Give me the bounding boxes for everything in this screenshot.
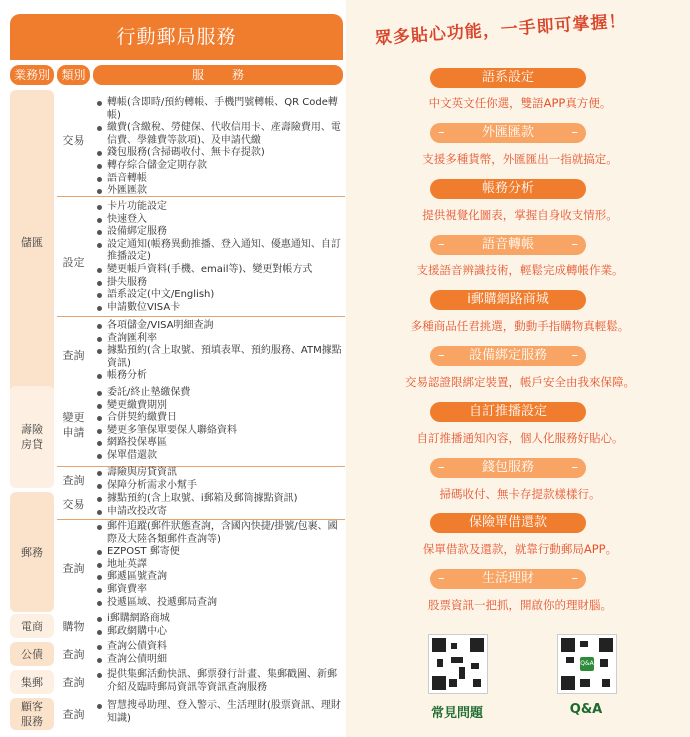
service-list bbox=[95, 493, 345, 518]
service-list bbox=[95, 613, 345, 638]
list-item: 投遞區域、投遞郵局查詢 bbox=[95, 597, 345, 610]
type-label: 設定 bbox=[62, 255, 85, 269]
type-label: 查詢 bbox=[62, 675, 85, 689]
list-item: 繳費(含繳稅、勞健保、代收信用卡、產壽險費用、電信費、學雜費等款項)、及申請代繳 bbox=[95, 122, 345, 147]
category-postal: 郵務 bbox=[10, 492, 54, 612]
category-customer-service: 顧客服務 bbox=[10, 698, 54, 730]
list-item: 帳務分析 bbox=[95, 370, 345, 383]
service-list bbox=[95, 320, 345, 383]
list-item: 查詢公債資料 bbox=[95, 641, 345, 654]
list-item: 郵政網購中心 bbox=[95, 626, 345, 639]
feature-desc: 支援語音辨識技術，輕鬆完成轉帳作業。 bbox=[416, 263, 624, 277]
list-item: 申請數位VISA卡 bbox=[95, 302, 345, 315]
feature-badge: – 外匯匯款 – bbox=[430, 123, 586, 143]
feature-badge: – 生活理財 – bbox=[430, 569, 586, 589]
feature-desc: 交易認證限綁定裝置，帳戶安全由我來保障。 bbox=[405, 375, 635, 389]
feature-desc: 多種商品任君挑選，動動手指購物真輕鬆。 bbox=[410, 319, 630, 333]
list-item: EZPOST 郵寄便 bbox=[95, 546, 345, 559]
list-item: 錢包服務(含掃碼收付、無卡存提款) bbox=[95, 147, 345, 160]
list-item: 據點預約(含上取號、i郵箱及郵筒據點資訊) bbox=[95, 493, 345, 506]
type-label: 交易 bbox=[62, 497, 85, 511]
service-list bbox=[95, 669, 345, 694]
service-list bbox=[95, 521, 345, 609]
list-item: 查詢公債明細 bbox=[95, 654, 345, 667]
row-divider bbox=[57, 316, 345, 317]
category-philately: 集郵 bbox=[10, 670, 54, 694]
list-item: 變更多筆保單要保人聯絡資料 bbox=[95, 425, 345, 438]
category-insurance: 壽險房貸 bbox=[10, 386, 54, 488]
list-item: 轉存綜合儲金定期存款 bbox=[95, 160, 345, 173]
list-item: 語系設定(中文/English) bbox=[95, 289, 345, 302]
list-item: 變更帳戶資料(手機、email等)、變更對帳方式 bbox=[95, 264, 345, 277]
list-item: 地址英譯 bbox=[95, 559, 345, 572]
type-label: 查詢 bbox=[62, 647, 85, 661]
list-item: 轉帳(含即時/預約轉帳、手機門號轉帳、QR Code轉帳) bbox=[95, 97, 345, 122]
list-item: 委託/終止墊繳保費 bbox=[95, 387, 345, 400]
list-item: 郵遞區號查詢 bbox=[95, 571, 345, 584]
list-item: 變更繳費期別 bbox=[95, 400, 345, 413]
list-item: i郵購網路商城 bbox=[95, 613, 345, 626]
faq-label: 常見問題 bbox=[430, 706, 483, 721]
type-label: 變更申請 bbox=[62, 411, 85, 439]
feature-desc: 掃碼收付、無卡存提款樣樣行。 bbox=[439, 487, 601, 501]
qa-qr-code[interactable] bbox=[557, 634, 617, 694]
list-item: 保障分析需求小幫手 bbox=[95, 480, 345, 493]
service-list bbox=[95, 467, 345, 492]
qa-label: Q&A bbox=[569, 702, 603, 717]
feature-badge: – 設備綁定服務 – bbox=[430, 346, 586, 366]
list-item: 語音轉帳 bbox=[95, 173, 345, 186]
service-list bbox=[95, 97, 345, 198]
qa-badge-icon: Q&A bbox=[580, 657, 594, 671]
list-item: 設備綁定服務 bbox=[95, 226, 345, 239]
service-list bbox=[95, 700, 345, 725]
header-type: 類別 bbox=[57, 65, 90, 85]
category-savings: 儲匯 bbox=[10, 90, 54, 394]
header-category: 業務別 bbox=[10, 65, 54, 85]
list-item: 郵資費率 bbox=[95, 584, 345, 597]
service-table bbox=[10, 14, 343, 728]
feature-badge: – 錢包服務 – bbox=[430, 458, 586, 478]
feature-badge: 自訂推播設定 bbox=[430, 402, 586, 422]
list-item: 各項儲金/VISA明細查詢 bbox=[95, 320, 345, 333]
list-item: 壽險與房貸資訊 bbox=[95, 467, 345, 480]
feature-desc: 支援多種貨幣，外匯匯出一指就搞定。 bbox=[422, 152, 618, 166]
feature-desc: 自訂推播通知內容，個人化服務好貼心。 bbox=[416, 431, 624, 445]
faq-qr-code[interactable] bbox=[428, 634, 488, 694]
list-item: 保單借還款 bbox=[95, 450, 345, 463]
list-item: 查詢匯利率 bbox=[95, 333, 345, 346]
service-list bbox=[95, 201, 345, 314]
feature-desc: 中文英文任你選，雙語APP真方便。 bbox=[428, 96, 612, 110]
header-service: 服務 bbox=[93, 65, 343, 85]
row-divider bbox=[57, 519, 345, 520]
type-label: 查詢 bbox=[62, 707, 85, 721]
list-item: 合併契約繳費日 bbox=[95, 412, 345, 425]
feature-badge: 語系設定 bbox=[430, 68, 586, 88]
type-label: 交易 bbox=[62, 133, 85, 147]
type-label: 購物 bbox=[62, 619, 85, 633]
service-list bbox=[95, 641, 345, 666]
table-title: 行動郵局服務 bbox=[10, 14, 343, 60]
type-label: 查詢 bbox=[62, 473, 85, 487]
feature-badge: 帳務分析 bbox=[430, 179, 586, 199]
list-item: 卡片功能設定 bbox=[95, 201, 345, 214]
feature-badge: – 語音轉帳 – bbox=[430, 235, 586, 255]
list-item: 提供集郵活動快訊、郵票發行計畫、集郵戳圖、新郵介紹及臨時郵局資訊等資訊查詢服務 bbox=[95, 669, 345, 694]
list-item: 據點預約(含上取號、預填表單、預約服務、ATM據點資訊) bbox=[95, 345, 345, 370]
type-label: 查詢 bbox=[62, 561, 85, 575]
type-label: 查詢 bbox=[62, 348, 85, 362]
category-bonds: 公債 bbox=[10, 642, 54, 666]
list-item: 智慧搜尋助理、登入警示、生活理財(股票資訊、理財知識) bbox=[95, 700, 345, 725]
feature-badge: i郵購網路商城 bbox=[430, 290, 586, 310]
list-item: 郵件追蹤(郵件狀態查詢，含國內快捷/掛號/包裹、國際及大陸各類郵件查詢等) bbox=[95, 521, 345, 546]
list-item: 外匯匯款 bbox=[95, 185, 345, 198]
features-title: 眾多貼心功能，一手即可掌握！ bbox=[374, 11, 628, 49]
list-item: 設定通知(帳務異動推播、登入通知、優惠通知、自訂推播設定) bbox=[95, 239, 345, 264]
category-ecommerce: 電商 bbox=[10, 614, 54, 638]
feature-desc: 提供視覺化圖表，掌握自身收支情形。 bbox=[422, 208, 618, 222]
list-item: 快速登入 bbox=[95, 214, 345, 227]
list-item: 申請改投改寄 bbox=[95, 506, 345, 519]
feature-desc: 保單借款及還款，就靠行動郵局APP。 bbox=[422, 542, 618, 556]
feature-desc: 股票資訊一把抓，開啟你的理財腦。 bbox=[428, 598, 612, 612]
row-divider bbox=[57, 196, 345, 197]
list-item: 掛失服務 bbox=[95, 277, 345, 290]
feature-badge: 保險單借還款 bbox=[430, 513, 586, 533]
list-item: 網路投保專區 bbox=[95, 437, 345, 450]
service-list bbox=[95, 387, 345, 463]
